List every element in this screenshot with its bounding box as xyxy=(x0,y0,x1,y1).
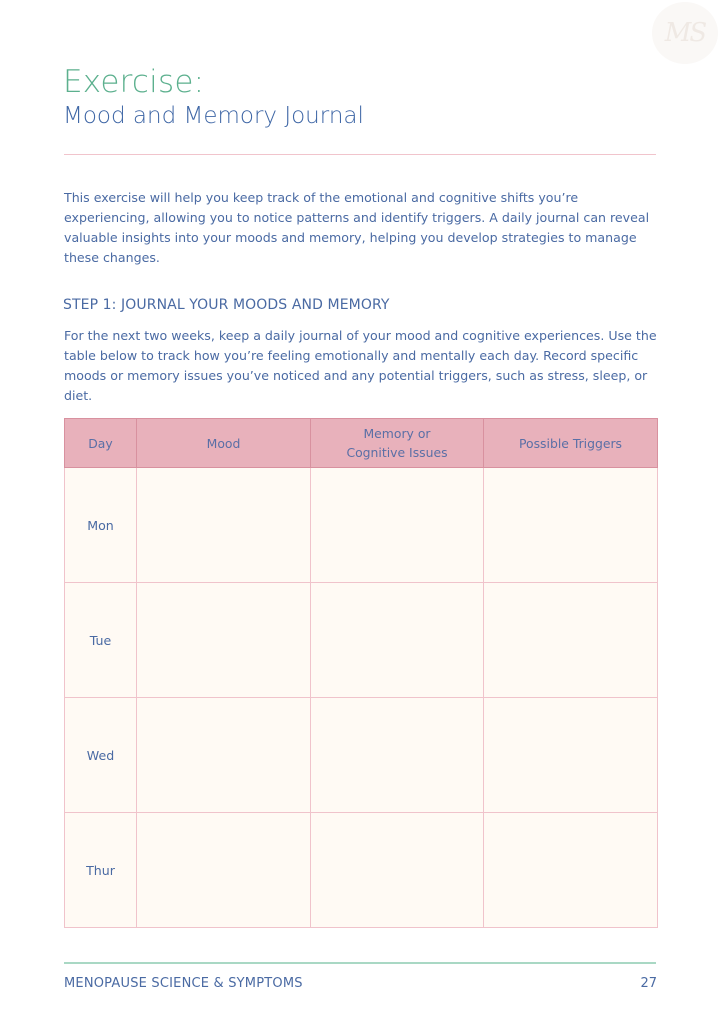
triggers-cell[interactable] xyxy=(484,468,658,583)
day-cell: Tue xyxy=(65,583,137,698)
column-header-memory-line2: Cognitive Issues xyxy=(346,445,448,460)
column-header-triggers: Possible Triggers xyxy=(484,419,658,468)
journal-table xyxy=(64,418,658,928)
column-header-memory-line1: Memory or xyxy=(363,426,431,441)
memory-cell[interactable] xyxy=(311,468,484,583)
table-row xyxy=(65,698,658,813)
step-heading: STEP 1: JOURNAL YOUR MOODS AND MEMORY xyxy=(63,297,390,313)
mood-cell[interactable] xyxy=(137,813,311,928)
page-title: Exercise: xyxy=(63,64,205,100)
column-header-memory xyxy=(311,419,484,468)
day-cell: Mon xyxy=(65,468,137,583)
memory-cell[interactable] xyxy=(311,583,484,698)
triggers-cell[interactable] xyxy=(484,813,658,928)
triggers-cell[interactable] xyxy=(484,583,658,698)
memory-cell[interactable] xyxy=(311,813,484,928)
page-subtitle: Mood and Memory Journal xyxy=(63,103,364,129)
day-cell: Thur xyxy=(65,813,137,928)
table-row xyxy=(65,468,658,583)
step-paragraph: For the next two weeks, keep a daily journal of your mood and cognitive experiences. Use the table below to track how you’re feeling emotionally and mentally each day. Record specific moods or memory issues you’ve noticed and any potential triggers, such as stress, sleep, or diet. xyxy=(64,328,657,403)
table-row xyxy=(65,583,658,698)
table-header-row xyxy=(65,419,658,468)
mood-cell[interactable] xyxy=(137,468,311,583)
day-cell: Wed xyxy=(65,698,137,813)
table-row xyxy=(65,813,658,928)
page-number: 27 xyxy=(640,976,657,991)
mood-cell[interactable] xyxy=(137,698,311,813)
mood-cell[interactable] xyxy=(137,583,311,698)
triggers-cell[interactable] xyxy=(484,698,658,813)
brand-logo: MS xyxy=(652,2,718,64)
column-header-mood: Mood xyxy=(137,419,311,468)
memory-cell[interactable] xyxy=(311,698,484,813)
footer-title: MENOPAUSE SCIENCE & SYMPTOMS xyxy=(64,976,303,991)
title-divider xyxy=(64,154,656,155)
intro-paragraph: This exercise will help you keep track of the emotional and cognitive shifts you’re experiencing, allowing you to notice patterns and identify triggers. A daily journal can reveal valuable insights into your moods and memory, helping you develop strategies to manage these changes. xyxy=(64,190,650,265)
footer-divider xyxy=(64,962,656,964)
column-header-day: Day xyxy=(65,419,137,468)
